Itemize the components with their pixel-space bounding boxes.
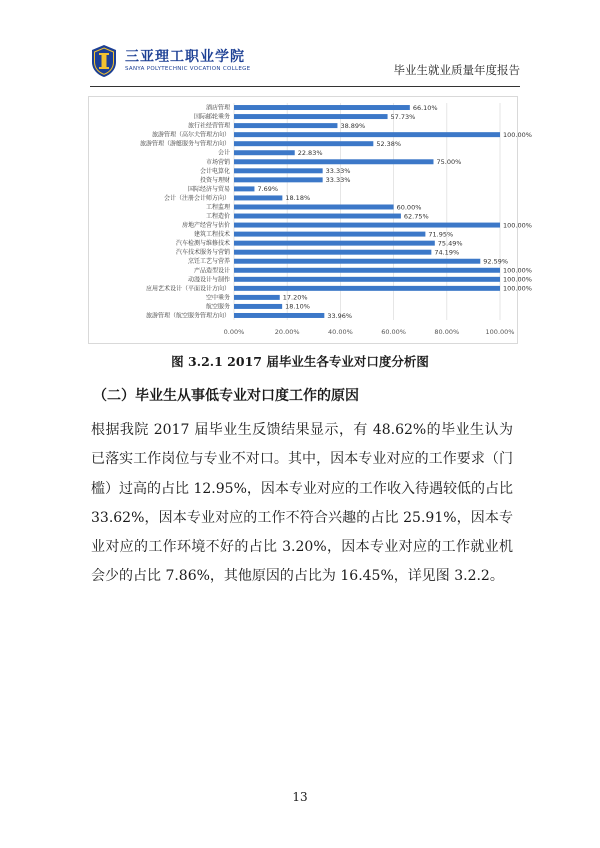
x-tick-label: 100.00%: [485, 328, 515, 336]
bar: [234, 313, 324, 318]
x-tick-label: 20.00%: [274, 328, 300, 336]
value-label: 33.33%: [325, 176, 351, 185]
x-tick-label: 40.00%: [328, 328, 353, 336]
bar: [234, 114, 388, 119]
value-label: 62.75%: [403, 212, 429, 221]
bar: [234, 250, 431, 255]
value-label: 33.96%: [327, 311, 353, 320]
bar: [234, 277, 500, 282]
bar: [234, 132, 500, 137]
page-number: 13: [292, 790, 308, 804]
category-label: 空中乘务: [205, 294, 230, 302]
bar: [234, 186, 254, 191]
x-tick-label: 80.00%: [434, 328, 460, 336]
category-label: 会计（注册会计师方向）: [163, 194, 230, 202]
value-label: 38.89%: [340, 121, 366, 130]
bar: [234, 204, 394, 209]
category-label: 会计: [217, 149, 230, 157]
header-divider: [90, 86, 520, 87]
category-label: 航空服务: [205, 303, 230, 311]
value-label: 100.00%: [503, 275, 532, 284]
category-label: 投资与理财: [199, 176, 230, 184]
value-label: 22.83%: [297, 149, 323, 158]
bar: [234, 141, 373, 146]
category-label: 国际邮轮乘务: [193, 113, 230, 121]
bar: [234, 304, 282, 309]
category-label: 会计电算化: [199, 167, 230, 175]
value-label: 60.00%: [396, 203, 422, 212]
category-label: 烹饪工艺与营养: [187, 258, 230, 266]
figure-caption: 图 3.2.1 2017 届毕业生各专业对口度分析图: [171, 354, 429, 369]
major-match-bar-chart: [89, 97, 532, 343]
value-label: 100.00%: [503, 221, 532, 230]
value-label: 100.00%: [503, 266, 532, 275]
bar: [234, 123, 337, 128]
value-label: 18.18%: [285, 194, 311, 203]
category-label: 汽车技术服务与营销: [175, 249, 230, 257]
category-label: 建筑工程技术: [193, 231, 230, 239]
value-label: 7.69%: [257, 185, 279, 194]
category-label: 旅游管理（游艇服务与管理方向）: [139, 140, 230, 148]
bar: [234, 232, 425, 237]
value-label: 100.00%: [503, 284, 532, 293]
college-name-cn: 三亚理工职业学院: [125, 49, 245, 65]
bar: [234, 295, 280, 300]
value-label: 17.20%: [282, 293, 308, 302]
x-tick-label: 0.00%: [223, 328, 245, 336]
value-label: 92.59%: [483, 257, 509, 266]
category-label: 工程造价: [205, 213, 230, 221]
bar: [234, 159, 434, 164]
category-label: 旅行社经营管理: [187, 122, 230, 130]
value-label: 52.38%: [376, 139, 402, 148]
body-paragraph: 根据我院 2017 届毕业生反馈结果显示，有 48.62%的毕业生认为已落实工作岗位与专业不对口。其中，因本专业对应的工作要求（门槛）过高的占比 12.95%，因本专业对应的工作收入待遇较低的占比 33.62%，因本专业对应的工作不符合兴趣的占比 25.91%，因本专业对应的工作环境不好的占比 3.20%，因本专业对应的工作就业机会少的占比 7.86%，其他原因的占比为 16.45%，详见图 3.2.2。: [91, 422, 513, 585]
chart-container: [88, 96, 532, 344]
category-label: 市场营销: [205, 158, 230, 166]
category-label: 旅游管理（航空服务管理方向）: [145, 312, 230, 320]
bar: [234, 150, 295, 155]
category-label: 动漫设计与制作: [187, 276, 230, 284]
category-label: 工程监理: [205, 203, 230, 211]
category-label: 应用艺术设计（平面设计方向）: [145, 285, 230, 293]
value-label: 75.00%: [436, 158, 462, 167]
x-tick-label: 60.00%: [381, 328, 406, 336]
bar: [234, 286, 500, 291]
category-label: 汽车检测与维修技术: [175, 240, 230, 248]
category-label: 旅游管理（高尔夫管理方向）: [151, 131, 230, 139]
bar: [234, 195, 282, 200]
bar: [234, 241, 435, 246]
category-label: 国际经济与贸易: [187, 185, 230, 193]
report-title: 毕业生就业质量年度报告: [393, 63, 520, 77]
college-logo-icon: [90, 44, 118, 78]
bar: [234, 268, 500, 273]
value-label: 57.73%: [390, 112, 416, 121]
page-header: [90, 38, 520, 88]
bar: [234, 223, 500, 228]
value-label: 71.95%: [428, 230, 454, 239]
category-label: 产品造型设计: [193, 267, 230, 275]
value-label: 66.10%: [412, 103, 438, 112]
bar: [234, 105, 410, 110]
bar: [234, 214, 401, 219]
category-label: 酒店管理: [205, 104, 230, 112]
category-label: 房地产经营与估价: [181, 222, 230, 230]
section-heading: （二）毕业生从事低专业对口度工作的原因: [93, 388, 359, 404]
value-label: 75.49%: [437, 239, 463, 248]
bar: [234, 259, 480, 264]
value-label: 33.33%: [325, 167, 351, 176]
value-label: 100.00%: [503, 130, 532, 139]
value-label: 74.19%: [434, 248, 460, 257]
bar: [234, 168, 323, 173]
value-label: 18.10%: [285, 302, 310, 311]
college-name-en: SANYA POLYTECHNIC VOCATION COLLEGE: [125, 66, 251, 72]
bar: [234, 177, 323, 182]
